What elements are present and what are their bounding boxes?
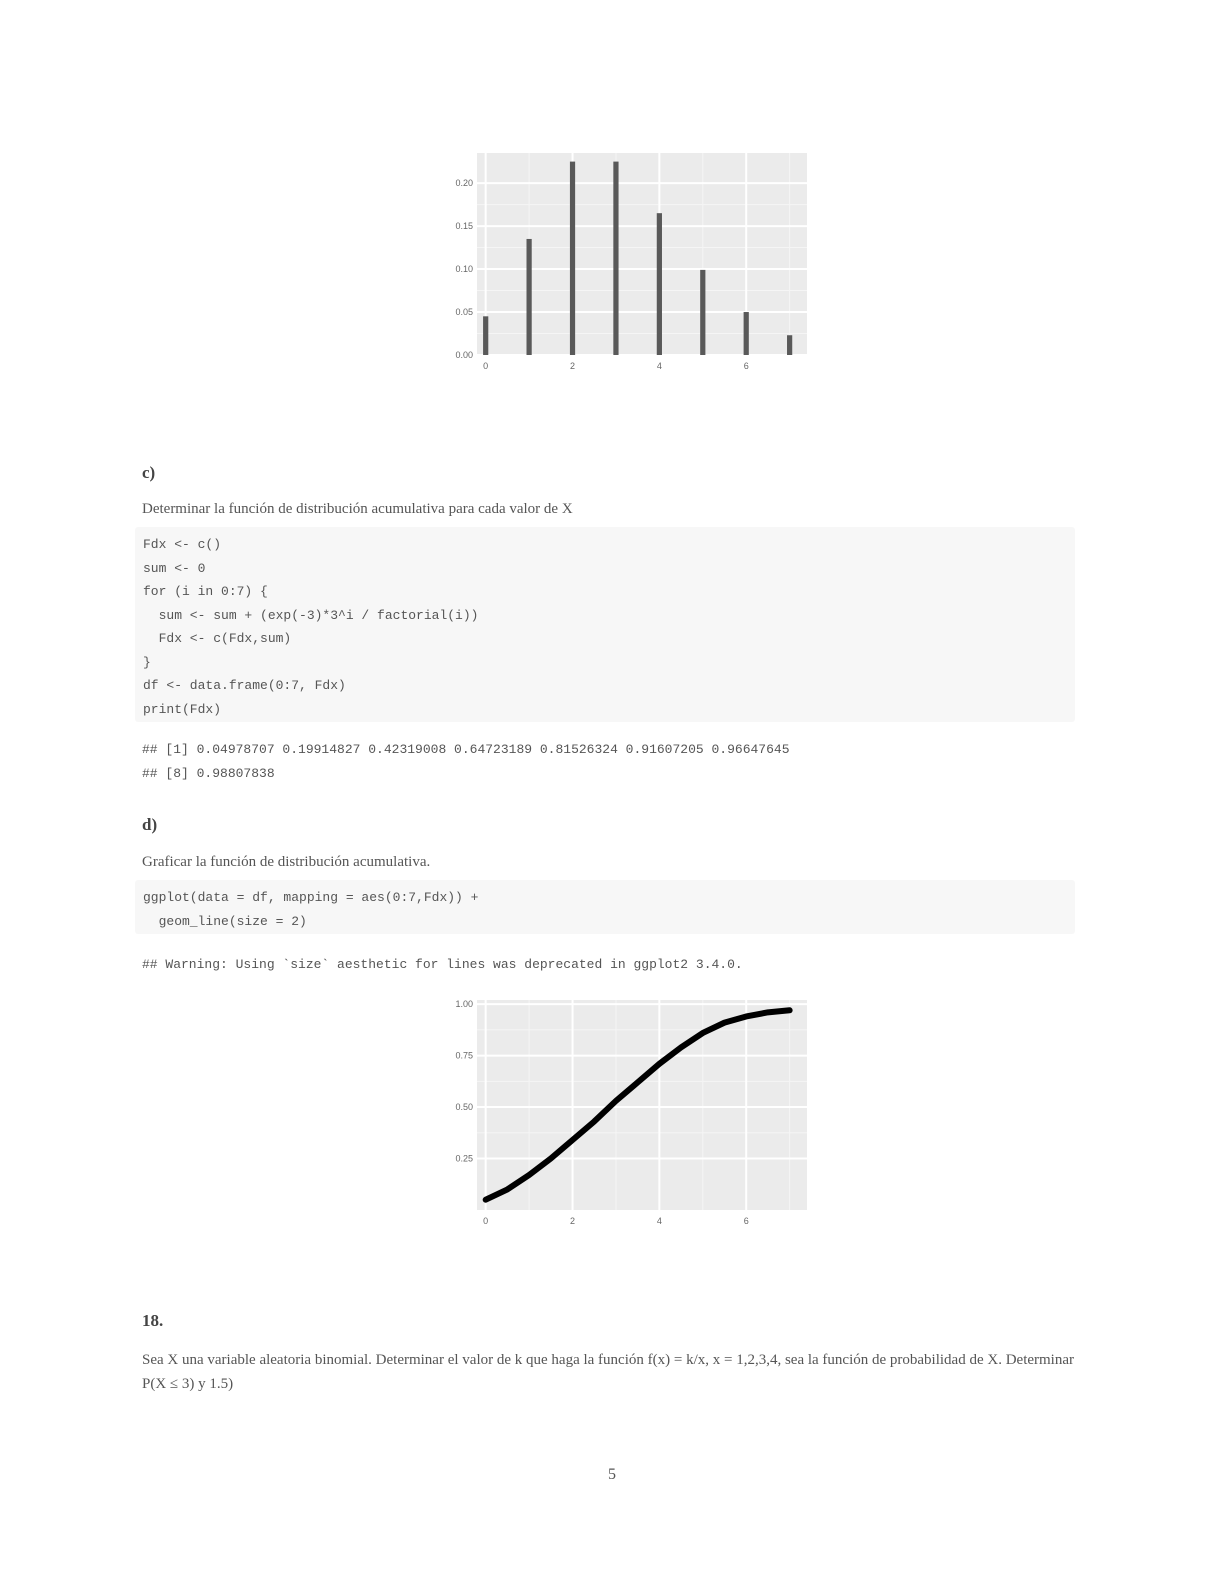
code-line: ggplot(data = df, mapping = aes(0:7,Fdx)) + xyxy=(143,890,479,905)
code-line: } xyxy=(143,654,151,670)
section-c-description: Determinar la función de distribución acumulativa para cada valor de X xyxy=(142,501,573,517)
code-line: sum <- sum + (exp(-3)*3^i / factorial(i)) xyxy=(143,607,479,623)
bar xyxy=(700,270,705,355)
bar xyxy=(613,162,618,355)
x-tick-label: 6 xyxy=(743,1216,749,1226)
code-line: for (i in 0:7) { xyxy=(143,584,268,599)
output-block-c xyxy=(142,738,1082,786)
cdf-line-chart xyxy=(455,992,815,1227)
bar xyxy=(787,335,792,355)
code-line: Fdx <- c() xyxy=(143,537,222,552)
code-line: geom_line(size = 2) xyxy=(143,913,307,929)
y-tick-label: 0.15 xyxy=(455,221,473,232)
x-tick-label: 0 xyxy=(483,1216,489,1226)
x-tick-label: 0 xyxy=(483,361,489,371)
x-tick-label: 2 xyxy=(570,361,576,371)
code-line: print(Fdx) xyxy=(143,701,222,717)
y-tick-label: 0.20 xyxy=(455,178,473,189)
bar xyxy=(657,213,662,355)
output-line: ## [8] 0.98807838 xyxy=(142,766,275,781)
code-line: sum <- 0 xyxy=(143,560,206,576)
y-tick-label: 0.25 xyxy=(455,1153,473,1164)
y-tick-label: 0.05 xyxy=(455,307,473,318)
pmf-bar-chart xyxy=(455,145,815,380)
pmf-bar-chart-svg xyxy=(455,145,815,380)
output-line: ## [1] 0.04978707 0.19914827 0.42319008 0.64723189 0.81526324 0.91607205 0.96647645 xyxy=(142,742,790,757)
cdf-line-chart-svg xyxy=(455,992,815,1227)
x-tick-label: 4 xyxy=(656,1216,662,1226)
x-tick-label: 6 xyxy=(743,361,749,371)
y-tick-label: 0.00 xyxy=(455,350,473,360)
code-line: Fdx <- c(Fdx,sum) xyxy=(143,631,292,646)
bar xyxy=(527,239,532,355)
y-tick-label: 0.50 xyxy=(455,1102,473,1113)
y-tick-label: 1.00 xyxy=(455,999,473,1010)
output-line: ## Warning: Using `size` aesthetic for lines was deprecated in ggplot2 3.4.0. xyxy=(142,957,743,972)
section-18-paragraph: Sea X una variable aleatoria binomial. Determinar el valor de k que haga la función f(x) = k/x, x = 1,2,3,4, sea la función de probabilidad de X. Determinar P(X ≤ 3) y 1.5) xyxy=(142,1352,1075,1392)
bar xyxy=(483,316,488,355)
x-tick-label: 4 xyxy=(656,361,662,371)
page-number: 5 xyxy=(608,1466,616,1483)
code-block-d xyxy=(135,880,1075,934)
section-c-heading: c) xyxy=(142,463,156,482)
code-line: df <- data.frame(0:7, Fdx) xyxy=(143,678,346,693)
section-18-heading: 18. xyxy=(142,1311,164,1330)
section-d-heading: d) xyxy=(142,815,158,834)
bar xyxy=(744,312,749,355)
output-block-d xyxy=(142,953,1082,977)
code-block-c xyxy=(135,527,1075,722)
y-tick-label: 0.75 xyxy=(455,1050,473,1061)
x-tick-label: 2 xyxy=(570,1216,576,1226)
section-d-description: Graficar la función de distribución acumulativa. xyxy=(142,854,431,870)
bar xyxy=(570,162,575,355)
y-tick-label: 0.10 xyxy=(455,264,473,275)
